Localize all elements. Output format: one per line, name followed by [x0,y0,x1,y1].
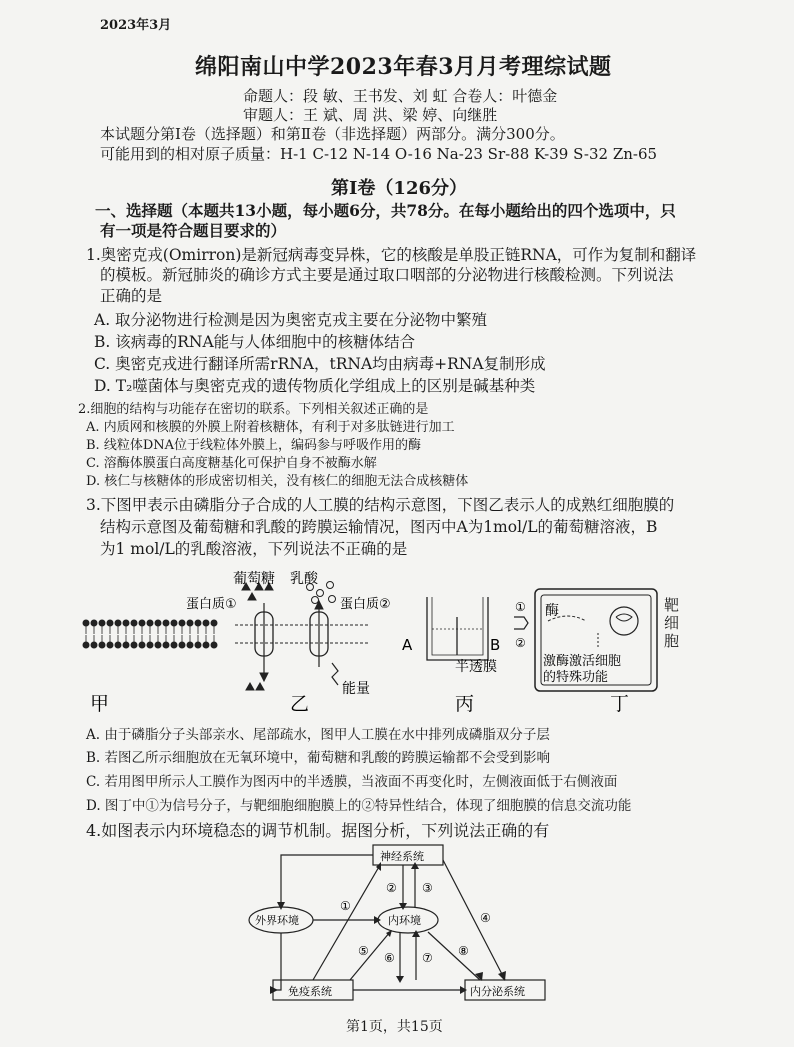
authors: 命题人：段 敏、王书发、刘 虹 合卷人：叶德金 [243,87,558,105]
q4-figure [240,840,560,1005]
label-protein2: 蛋白质② [340,597,391,612]
q3-option-b: B. 若图乙所示细胞放在无氧环境中，葡萄糖和乳酸的跨膜运输都不会受到影响 [86,750,551,766]
q2-option-c: C. 溶酶体膜蛋白高度糖基化可保护自身不被酶水解 [86,456,377,471]
q2-option-a: A. 内质网和核膜的外膜上附着核糖体，有利于对多肽链进行加工 [86,420,455,435]
page-footer: 第1页，共15页 [346,1019,443,1035]
q3-figure [70,555,720,715]
caption-ding: 丁 [610,693,630,715]
label-a: A [402,636,413,654]
label-glucose: 葡萄糖 [233,571,275,587]
section-title: 第Ⅰ卷（126分） [331,178,467,199]
node-immune: 免疫系统 [288,985,332,998]
q3-stem-3: 为1 mol/L的乳酸溶液，下列说法不正确的是 [100,540,408,558]
edge-5: ⑤ [358,944,369,958]
q4-stem: 4.如图表示内环境稳态的调节机制。据图分析，下列说法正确的有 [86,821,550,840]
u-tube-bing [427,597,488,660]
edge-1: ① [340,899,351,913]
q1-option-a: A. 取分泌物进行检测是因为奥密克戎主要在分泌物中繁殖 [94,311,488,329]
bilayer-jia [83,620,217,648]
q2-option-d: D. 核仁与核糖体的形成密切相关，没有核仁的细胞无法合成核糖体 [86,474,469,489]
caption-bing: 丙 [455,693,475,715]
node-external: 外界环境 [255,914,299,927]
section-heading-2: 有一项是符合题目要求的） [100,221,287,240]
label-enzyme: 酶 [545,603,559,619]
exam-info: 本试题分第Ⅰ卷（选择题）和第Ⅱ卷（非选择题）两部分。满分300分。 [100,125,565,143]
label-energy: 能量 [342,681,370,697]
target-cell-label: 靶细胞 [664,596,680,650]
q1-stem-3: 正确的是 [100,287,163,305]
edge-3: ③ [422,881,433,895]
q3-stem-1: 3.下图甲表示由磷脂分子合成的人工膜的结构示意图，下图乙表示人的成熟红细胞膜的 [86,496,675,514]
label-activate-2: 的特殊功能 [543,670,609,685]
q3-option-c: C. 若用图甲所示人工膜作为图丙中的半透膜，当液面不再变化时，左侧液面低于右侧液面 [86,774,618,790]
section-heading-1: 一、选择题（本题共13小题，每小题6分，共78分。在每小题给出的四个选项中，只 [95,201,676,220]
edge-2: ② [386,881,397,895]
label-protein1: 蛋白质① [186,597,237,612]
q1-option-d: D. T₂噬菌体与奥密克戎的遗传物质化学组成上的区别是碱基种类 [94,377,536,395]
edge-7: ⑦ [422,951,433,965]
q2-stem: 2.细胞的结构与功能存在密切的联系。下列相关叙述正确的是 [78,402,429,417]
label-membrane: 半透膜 [455,659,497,675]
edge-4: ④ [480,911,491,925]
label-lactic: 乳酸 [290,571,318,587]
exam-date: 2023年3月 [100,18,172,33]
node-internal: 内环境 [388,914,421,927]
q1-stem-2: 的模板。新冠肺炎的确诊方式主要是通过取口咽部的分泌物进行核酸检测。下列说法 [100,266,674,284]
node-endocrine: 内分泌系统 [470,985,525,998]
caption-jia: 甲 [90,693,110,715]
q3-option-d: D. 图丁中①为信号分子，与靶细胞细胞膜上的②特异性结合，体现了细胞膜的信息交流功能 [86,798,632,814]
page-title: 绵阳南山中学2023年春3月月考理综试题 [195,54,612,80]
node-nervous: 神经系统 [380,850,424,863]
caption-yi: 乙 [290,693,310,715]
q1-option-b: B. 该病毒的RNA能与人体细胞中的核糖体结合 [94,333,416,351]
q1-option-c: C. 奥密克戎进行翻译所需rRNA，tRNA均由病毒+RNA复制形成 [94,355,546,373]
q3-option-a: A. 由于磷脂分子头部亲水、尾部疏水，图甲人工膜在水中排列成磷脂双分子层 [86,727,550,743]
edge-8: ⑧ [458,944,469,958]
reviewers: 审题人：王 斌、周 洪、梁 婷、向继胜 [243,106,498,124]
q1-stem-1: 1.奥密克戎(Omirron)是新冠病毒变异株，它的核酸是单股正链RNA，可作为复制和翻译 [86,246,697,264]
edge-6: ⑥ [384,951,395,965]
q2-option-b: B. 线粒体DNA位于线粒体外膜上，编码参与呼吸作用的酶 [86,438,422,453]
label-c1: ① [515,600,526,614]
q3-stem-2: 结构示意图及葡萄糖和乳酸的跨膜运输情况，图丙中A为1mol/L的葡萄糖溶液，B [100,518,658,536]
label-c2: ② [515,636,526,650]
label-activate-1: 激酶激活细胞 [543,654,622,669]
atomic-mass: 可能用到的相对原子质量：H-1 C-12 N-14 O-16 Na-23 Sr-88 K-39 S-32 Zn-65 [100,145,658,163]
label-b: B [490,636,501,654]
